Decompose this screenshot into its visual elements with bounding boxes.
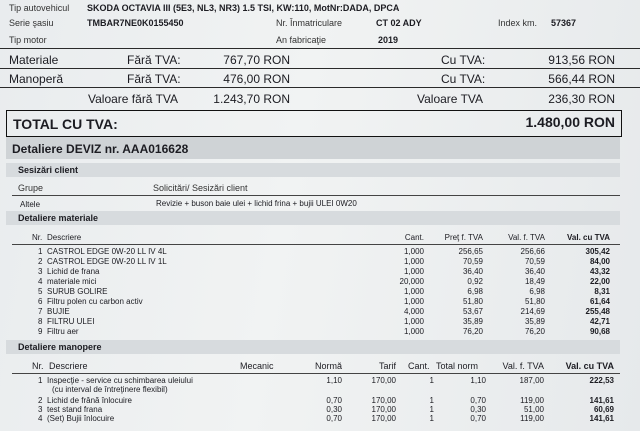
- row-description: Filtru polen cu carbon activ: [47, 297, 143, 306]
- row-net-value: 256,66: [520, 247, 545, 256]
- row-nr: 1: [38, 247, 43, 256]
- row-quantity: 1: [429, 376, 434, 385]
- row-description: CASTROL EDGE 0W-20 LL IV 4L: [47, 247, 167, 256]
- total-label: TOTAL CU TVA:: [13, 116, 118, 132]
- row-total-norm: 0,70: [470, 396, 486, 405]
- divider: [0, 87, 640, 88]
- complaints-group-header: Grupe: [18, 183, 44, 193]
- row-norm: 0,30: [326, 405, 342, 414]
- vat-value: 236,30 RON: [548, 92, 615, 106]
- complaints-title: Sesizări client: [18, 165, 79, 175]
- row-net-value: 70,59: [524, 257, 545, 266]
- row-quantity: 1,000: [403, 327, 424, 336]
- labor-col-norm: Normă: [314, 361, 342, 371]
- row-gross-value: 222,53: [589, 376, 614, 385]
- materials-gross-label: Cu TVA:: [441, 53, 486, 67]
- row-net-value: 6,98: [529, 287, 545, 296]
- row-total-norm: 1,10: [470, 376, 486, 385]
- row-nr: 7: [38, 307, 43, 316]
- vehicle-type-label: Tip autovehicul: [9, 3, 70, 13]
- row-description: FILTRU ULEI: [47, 317, 95, 326]
- row-norm: 0,70: [326, 414, 342, 423]
- labor-col-total: Total norm: [436, 361, 479, 371]
- vin-label: Serie şasiu: [9, 18, 54, 28]
- table-row: [0, 376, 640, 396]
- row-gross-value: 305,42: [585, 247, 610, 256]
- row-description-note: (cu interval de întreţinere flexibil): [52, 385, 168, 394]
- row-net-value: 35,89: [524, 317, 545, 326]
- row-description: Lichid de frana: [47, 267, 100, 276]
- row-nr: 3: [38, 405, 43, 414]
- row-gross-value: 141,61: [589, 414, 614, 423]
- row-price: 36,40: [462, 267, 483, 276]
- row-quantity: 1: [429, 396, 434, 405]
- row-nr: 8: [38, 317, 43, 326]
- row-norm: 0,70: [326, 396, 342, 405]
- labor-col-rate: Tarif: [378, 361, 396, 371]
- row-net-value: 187,00: [519, 376, 544, 385]
- table-row: [0, 297, 640, 307]
- row-quantity: 4,000: [403, 307, 424, 316]
- row-net-value: 119,00: [520, 414, 544, 423]
- row-net-value: 51,80: [524, 297, 545, 306]
- row-net-value: 214,69: [520, 307, 545, 316]
- vehicle-type-value: SKODA OCTAVIA III (5E3, NL3, NR3) 1.5 TSI, KW:110, MotNr:DADA, DPCA: [87, 3, 400, 13]
- row-nr: 3: [38, 267, 43, 276]
- table-row: [0, 247, 640, 257]
- complaints-band: [6, 163, 620, 177]
- value-net-label: Valoare fără TVA: [88, 92, 179, 106]
- row-net-value: 18,49: [524, 277, 545, 286]
- row-nr: 4: [38, 414, 43, 423]
- divider: [12, 244, 620, 245]
- table-row: [0, 277, 640, 287]
- materials-net-label: Fără TVA:: [127, 53, 181, 67]
- table-row: [0, 414, 640, 426]
- labor-col-qty: Cant.: [408, 361, 430, 371]
- year-value: 2019: [378, 35, 399, 45]
- row-description: SURUB GOLIRE: [47, 287, 108, 296]
- table-row: [0, 287, 640, 297]
- row-quantity: 1,000: [403, 287, 424, 296]
- row-quantity: 1,000: [403, 297, 424, 306]
- row-price: 51,80: [462, 297, 483, 306]
- labor-gross-value: 566,44 RON: [548, 72, 615, 86]
- labor-col-gross: Val. cu TVA: [565, 361, 614, 371]
- table-row: [0, 317, 640, 327]
- row-price: 256,65: [458, 247, 483, 256]
- row-quantity: 1,000: [403, 317, 424, 326]
- table-row: [0, 257, 640, 267]
- row-description: materiale mici: [47, 277, 97, 286]
- row-nr: 9: [38, 327, 43, 336]
- labor-net-value: 476,00 RON: [223, 72, 290, 86]
- row-quantity: 20,000: [399, 277, 424, 286]
- row-net-value: 76,20: [524, 327, 545, 336]
- labor-header-row: [0, 361, 640, 372]
- divider: [12, 373, 620, 374]
- labor-gross-label: Cu TVA:: [441, 72, 486, 86]
- km-value: 57367: [551, 18, 577, 28]
- row-price: 76,20: [462, 327, 483, 336]
- labor-net-label: Fără TVA:: [127, 72, 181, 86]
- row-description: Inspecţie - service cu schimbarea uleiului: [47, 376, 193, 385]
- row-nr: 2: [38, 257, 43, 266]
- row-price: 35,89: [462, 317, 483, 326]
- labor-label: Manoperă: [9, 72, 64, 86]
- row-price: 6,98: [467, 287, 483, 296]
- materials-col-net: Val. f. TVA: [508, 233, 545, 242]
- complaints-request-header: Solicitări/ Sesizări client: [153, 183, 248, 193]
- row-description: Lichid de frână înlocuire: [47, 396, 132, 405]
- engine-label: Tip motor: [9, 35, 47, 45]
- labor-col-mechanic: Mecanic: [240, 361, 274, 371]
- row-gross-value: 90,68: [589, 327, 610, 336]
- row-nr: 4: [38, 277, 43, 286]
- row-description: test stand frana: [47, 405, 103, 414]
- row-price: 53,67: [462, 307, 483, 316]
- complaints-request-value: Revizie + buson baie ulei + lichid frina + bujii ULEI 0W20: [156, 199, 357, 208]
- row-price: 70,59: [462, 257, 483, 266]
- row-quantity: 1,000: [403, 257, 424, 266]
- row-description: (Set) Bujii înlocuire: [47, 414, 115, 423]
- materials-net-value: 767,70 RON: [223, 53, 290, 67]
- materials-col-desc: Descriere: [47, 233, 82, 242]
- total-value: 1.480,00 RON: [525, 114, 615, 130]
- materials-col-gross: Val. cu TVA: [567, 233, 610, 242]
- row-gross-value: 84,00: [589, 257, 610, 266]
- materials-col-nr: Nr.: [32, 233, 43, 242]
- reg-value: CT 02 ADY: [376, 18, 422, 28]
- row-rate: 170,00: [371, 405, 396, 414]
- materials-title: Detaliere materiale: [18, 213, 99, 223]
- row-rate: 170,00: [371, 396, 396, 405]
- row-total-norm: 0,70: [470, 414, 486, 423]
- materials-col-qty: Cant.: [404, 233, 424, 242]
- table-row: [0, 327, 640, 337]
- row-net-value: 36,40: [524, 267, 545, 276]
- row-nr: 2: [38, 396, 43, 405]
- divider: [0, 48, 640, 49]
- labor-col-nr: Nr.: [32, 361, 44, 371]
- labor-title: Detaliere manopere: [18, 342, 102, 352]
- row-quantity: 1,000: [403, 247, 424, 256]
- materials-header-row: [0, 233, 640, 243]
- row-net-value: 119,00: [520, 396, 544, 405]
- vin-value: TMBAR7NE0K0155450: [87, 18, 184, 28]
- labor-col-net: Val. f. TVA: [502, 361, 544, 371]
- complaints-group-value: Altele: [20, 200, 41, 209]
- labor-col-desc: Descriere: [49, 361, 88, 371]
- row-gross-value: 22,00: [589, 277, 610, 286]
- vat-label: Valoare TVA: [417, 92, 484, 106]
- deviz-title: Detaliere DEVIZ nr. AAA016628: [12, 142, 189, 156]
- km-label: Index km.: [498, 18, 538, 28]
- row-nr: 6: [38, 297, 43, 306]
- row-norm: 1,10: [326, 376, 342, 385]
- row-gross-value: 255,48: [585, 307, 610, 316]
- value-net: 1.243,70 RON: [213, 92, 290, 106]
- divider: [12, 195, 620, 196]
- year-label: An fabricaţie: [276, 35, 327, 45]
- table-row: [0, 267, 640, 277]
- reg-label: Nr. Înmatriculare: [276, 18, 343, 28]
- row-price: 0,92: [467, 277, 483, 286]
- row-gross-value: 43,32: [589, 267, 610, 276]
- row-rate: 170,00: [371, 376, 396, 385]
- row-net-value: 51,00: [523, 405, 544, 414]
- row-nr: 5: [38, 287, 43, 296]
- row-description: CASTROL EDGE 0W-20 LL IV 1L: [47, 257, 167, 266]
- row-quantity: 1,000: [403, 267, 424, 276]
- divider: [0, 68, 640, 69]
- row-quantity: 1: [429, 414, 434, 423]
- materials-col-price: Preţ f. TVA: [444, 233, 483, 242]
- materials-band: [6, 211, 620, 225]
- row-description: BUJIE: [47, 307, 70, 316]
- row-rate: 170,00: [371, 414, 396, 423]
- row-gross-value: 61,64: [589, 297, 610, 306]
- table-row: [0, 307, 640, 317]
- row-nr: 1: [38, 376, 43, 385]
- row-gross-value: 60,69: [593, 405, 614, 414]
- materials-gross-value: 913,56 RON: [548, 53, 615, 67]
- row-gross-value: 141,61: [589, 396, 614, 405]
- row-gross-value: 8,31: [594, 287, 610, 296]
- row-quantity: 1: [429, 405, 434, 414]
- row-description: Filtru aer: [47, 327, 79, 336]
- materials-label: Materiale: [9, 53, 59, 67]
- row-gross-value: 42,71: [589, 317, 610, 326]
- row-total-norm: 0,30: [470, 405, 486, 414]
